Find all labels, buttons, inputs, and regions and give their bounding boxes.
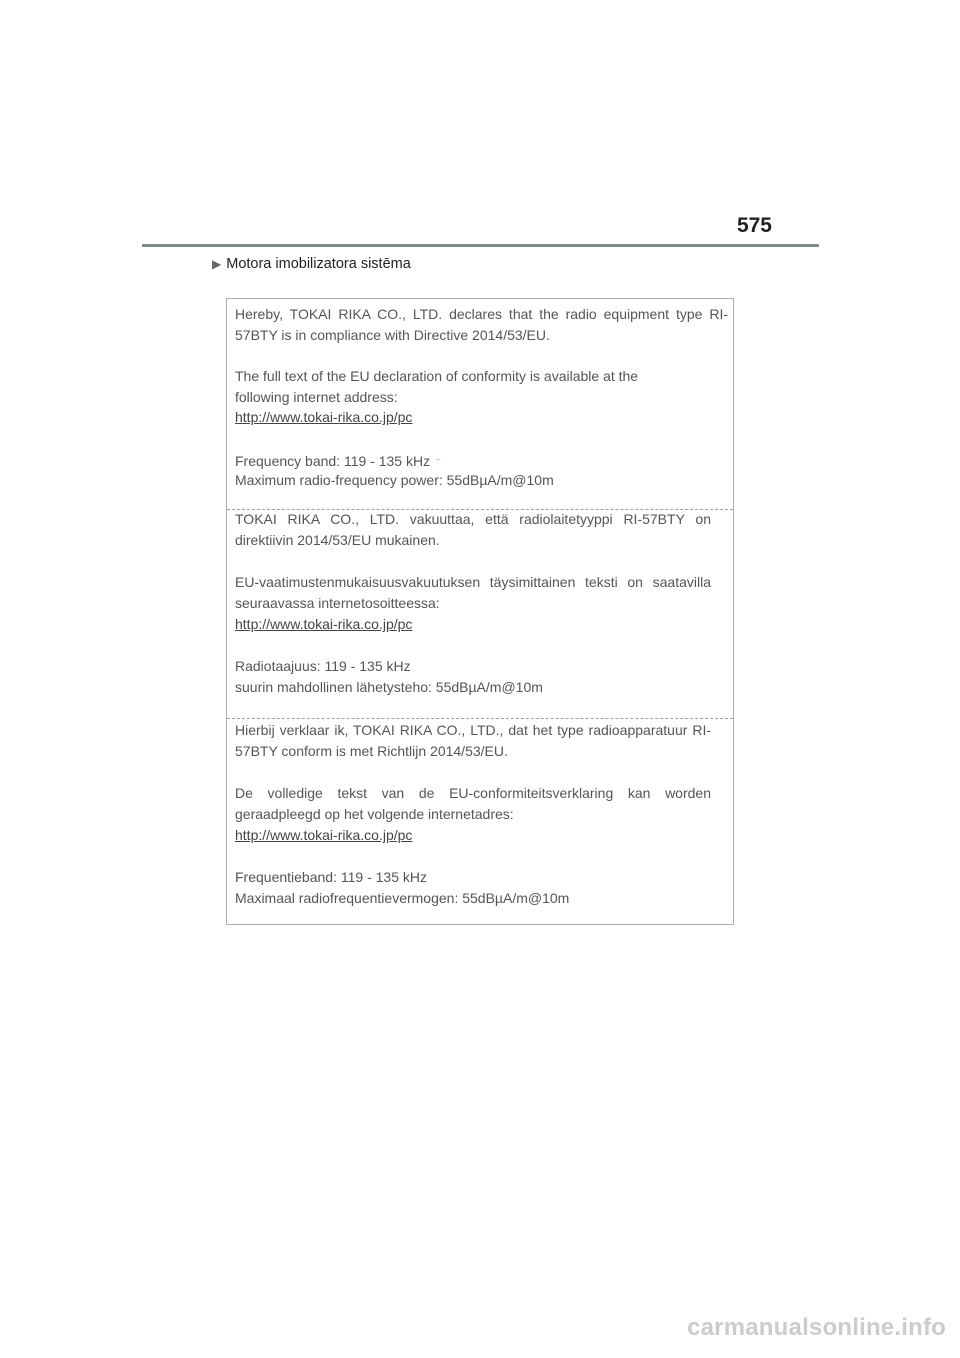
declaration-english xyxy=(227,299,733,510)
declaration-statement: Hierbij verklaar ik, TOKAI RIKA CO., LTD., dat het type radioapparatuur RI-57BTY conform is met Richtlijn 2014/53/EU. xyxy=(235,722,711,759)
section-heading-text: Motora imobilizatora sistēma xyxy=(226,256,411,272)
declaration-url-link[interactable]: http://www.tokai-rika.co.jp/pc xyxy=(235,409,413,425)
declaration-finnish xyxy=(227,509,733,719)
declaration-fulltext: EU-vaatimustenmukaisuusvakuutuksen täysimittainen teksti on saatavilla seuraavassa internetosoitteessa: xyxy=(235,574,711,611)
declaration-statement: TOKAI RIKA CO., LTD. vakuuttaa, että radiolaitetyyppi RI-57BTY on direktiivin 2014/53/EU mukainen. xyxy=(235,511,711,548)
footer-watermark: carmanualsonline.info xyxy=(687,1314,946,1341)
triangle-bullet-icon: ▶ xyxy=(212,257,222,271)
frequency-band: Frequency band: 119 - 135 kHz xyxy=(235,453,431,469)
max-power: Maximaal radiofrequentievermogen: 55dBµA/m@10m xyxy=(235,890,570,906)
declaration-statement: Hereby, TOKAI RIKA CO., LTD. declares that the radio equipment type RI-57BTY is in compliance with Directive 2014/53/EU. xyxy=(235,306,728,343)
declaration-fulltext: De volledige tekst van de EU-conformiteitsverklaring kan worden geraadpleegd op het volgende internetadres: xyxy=(235,785,711,822)
header-rule xyxy=(142,244,819,247)
declaration-url-link[interactable]: http://www.tokai-rika.co.jp/pc xyxy=(235,827,413,843)
section-heading xyxy=(212,256,411,272)
declaration-box xyxy=(226,298,734,925)
declaration-url-link[interactable]: http://www.tokai-rika.co.jp/pc xyxy=(235,616,413,632)
declaration-dutch xyxy=(227,718,733,924)
max-power: suurin mahdollinen lähetysteho: 55dBµA/m@10m xyxy=(235,679,543,695)
scan-mark: ⌐ xyxy=(436,455,441,464)
max-power: Maximum radio-frequency power: 55dBµA/m@10m xyxy=(235,472,554,488)
page-number: 575 xyxy=(736,214,772,237)
declaration-fulltext: The full text of the EU declaration of conformity is available at the following internet address: xyxy=(235,368,639,405)
frequency-band: Radiotaajuus: 119 - 135 kHz xyxy=(235,658,411,674)
frequency-band: Frequentieband: 119 - 135 kHz xyxy=(235,869,427,885)
